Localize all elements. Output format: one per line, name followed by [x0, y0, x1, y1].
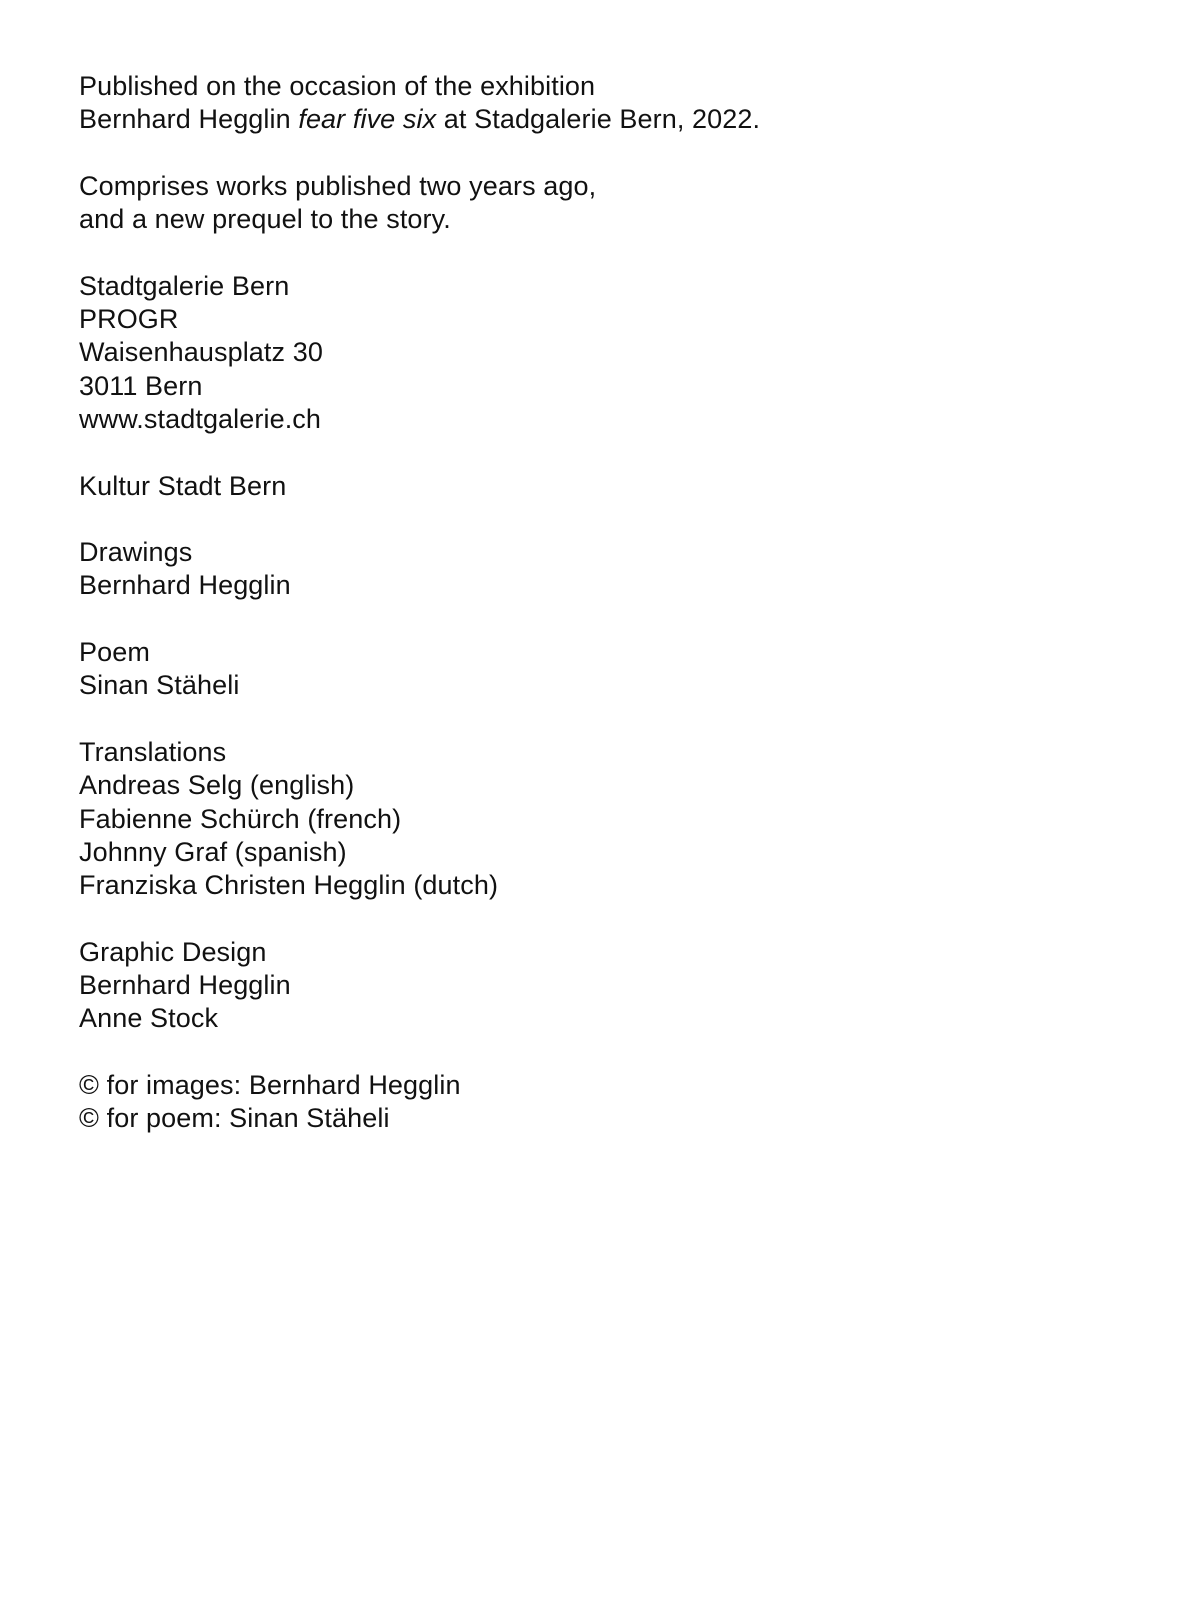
contents-line-2: and a new prequel to the story. — [79, 204, 451, 235]
poem-person: Sinan Stäheli — [79, 670, 240, 701]
translator-spanish: Johnny Graf (spanish) — [79, 836, 347, 867]
contents-note — [79, 170, 1119, 237]
exhibition-title: fear five six — [298, 104, 437, 135]
translator-dutch: Franziska Christen Hegglin (dutch) — [79, 870, 499, 901]
poem-heading: Poem — [79, 637, 150, 668]
translations-credit — [79, 736, 1119, 902]
publication-line-1: Published on the occasion of the exhibition — [79, 71, 596, 101]
gallery-building: PROGR — [79, 304, 179, 335]
drawings-person: Bernhard Hegglin — [79, 570, 291, 601]
translator-english: Andreas Selg (english) — [79, 770, 355, 801]
poem-credit — [79, 636, 1119, 703]
artist-name: Bernhard Hegglin — [79, 104, 291, 135]
copyright-images: © for images: Bernhard Hegglin — [79, 1069, 461, 1100]
designer-1: Bernhard Hegglin — [79, 970, 291, 1001]
translator-french: Fabienne Schürch (french) — [79, 803, 402, 834]
gallery-name: Stadtgalerie Bern — [79, 270, 290, 301]
copyright-notice — [79, 1069, 1119, 1136]
colophon-page — [79, 70, 1119, 1169]
graphic-design-heading: Graphic Design — [79, 936, 267, 967]
translations-heading: Translations — [79, 736, 227, 767]
copyright-poem: © for poem: Sinan Stäheli — [79, 1103, 390, 1134]
gallery-street: Waisenhausplatz 30 — [79, 337, 323, 368]
drawings-heading: Drawings — [79, 537, 193, 568]
supporter-name: Kultur Stadt Bern — [79, 470, 287, 501]
contents-line-1: Comprises works published two years ago, — [79, 170, 597, 201]
publication-line-2 — [79, 103, 1119, 136]
venue-and-year: at Stadgalerie Bern, 2022. — [443, 104, 761, 135]
graphic-design-credit — [79, 936, 1119, 1036]
designer-2: Anne Stock — [79, 1003, 219, 1034]
gallery-website: www.stadtgalerie.ch — [79, 403, 322, 434]
support-credit — [79, 470, 1119, 503]
gallery-address — [79, 270, 1119, 436]
gallery-city: 3011 Bern — [79, 370, 203, 401]
drawings-credit — [79, 536, 1119, 603]
publication-note — [79, 70, 1119, 137]
